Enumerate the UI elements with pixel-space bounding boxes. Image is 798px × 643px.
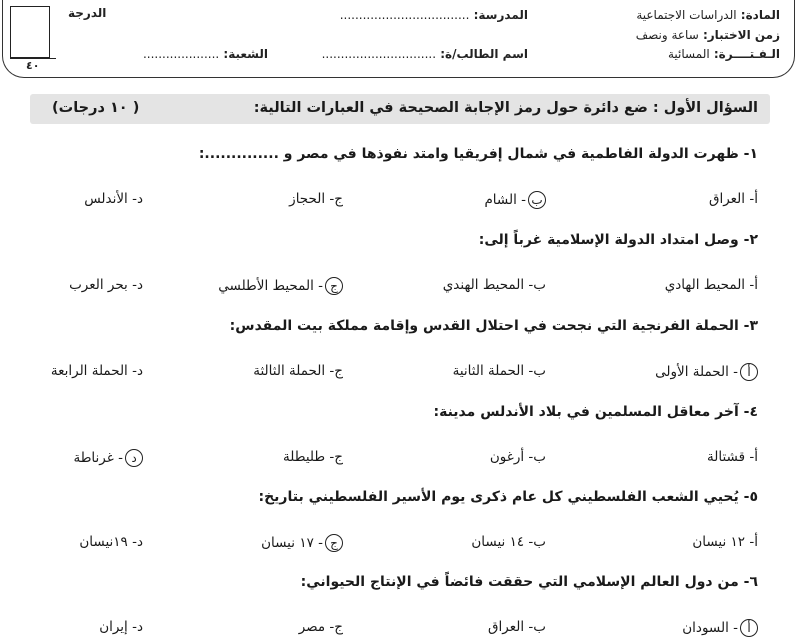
option-text: العراق <box>488 619 525 635</box>
option-dash: - <box>728 620 738 636</box>
option-text: مصر <box>298 619 326 635</box>
option-text: طليطلة <box>283 449 326 465</box>
option-dash: - <box>325 363 335 379</box>
answer-option[interactable] <box>218 277 343 295</box>
option-text: الحملة الرابعة <box>50 363 128 379</box>
answer-option[interactable] <box>69 277 143 293</box>
option-dash: - <box>745 277 755 293</box>
question-stem: ٣- الحملة الفرنجية التي نجحت في احتلال القدس وإقامة مملكة بيت المقدس: <box>229 318 758 334</box>
answer-option[interactable] <box>707 449 758 465</box>
answer-option[interactable] <box>453 363 546 379</box>
option-text: السودان <box>682 620 729 636</box>
period-label: الـفـتــــرة: <box>713 47 780 61</box>
option-dash: - <box>127 191 137 207</box>
answer-option[interactable] <box>79 534 143 550</box>
option-text: الحملة الثالثة <box>253 363 326 379</box>
option-letter: أ <box>754 449 758 465</box>
answer-option[interactable] <box>84 191 143 207</box>
subject-value: الدراسات الاجتماعية <box>636 8 737 22</box>
grade-total: ٤٠ <box>26 59 40 72</box>
option-letter: ب <box>533 449 546 465</box>
option-text: أرغون <box>489 449 525 465</box>
option-letter: ج <box>334 191 343 207</box>
option-dash: - <box>728 364 738 380</box>
option-dash: - <box>113 450 123 466</box>
section-dots: .................... <box>142 47 220 61</box>
answer-option[interactable] <box>73 449 143 467</box>
option-dash: - <box>325 191 335 207</box>
option-letter: ج <box>334 363 343 379</box>
option-text: المحيط الأطلسي <box>218 278 314 294</box>
option-letter: د <box>136 619 143 635</box>
option-dash: - <box>516 192 526 208</box>
option-text: قشتالة <box>707 449 746 465</box>
option-text: ١٤ نيسان <box>471 534 525 550</box>
option-letter: ب <box>533 619 546 635</box>
option-dash: - <box>745 191 755 207</box>
option-letter: د <box>136 191 143 207</box>
option-dash: - <box>325 619 335 635</box>
option-text: ١٢ نيسان <box>692 534 746 550</box>
school-dots: .................................. <box>339 8 470 22</box>
circled-option-letter: ج <box>325 277 343 295</box>
circled-option-letter: أ <box>740 619 758 637</box>
option-dash: - <box>524 363 534 379</box>
student-label: اسم الطالب/ة: <box>440 47 528 61</box>
section-field <box>143 47 268 61</box>
option-dash: - <box>313 535 323 551</box>
answer-option[interactable] <box>484 191 546 209</box>
subject-label: المادة: <box>740 8 780 22</box>
option-letter: د <box>136 277 143 293</box>
option-text: بحر العرب <box>69 277 128 293</box>
option-dash: - <box>127 534 137 550</box>
subject-field <box>636 8 780 22</box>
answer-option[interactable] <box>655 363 758 381</box>
option-dash: - <box>745 534 755 550</box>
option-text: المحيط الهندي <box>442 277 525 293</box>
option-text: الأندلس <box>84 191 128 207</box>
option-text: الحملة الثانية <box>452 363 525 379</box>
option-text: الحملة الأولى <box>655 364 729 380</box>
student-field <box>322 47 528 61</box>
answer-option[interactable] <box>261 534 343 552</box>
answer-option[interactable] <box>471 534 546 550</box>
school-label: المدرسة: <box>473 8 528 22</box>
option-dash: - <box>524 619 534 635</box>
option-dash: - <box>325 449 335 465</box>
option-dash: - <box>127 363 137 379</box>
option-dash: - <box>127 619 137 635</box>
option-text: الشام <box>484 192 517 208</box>
option-dash: - <box>524 534 534 550</box>
option-letter: ب <box>533 363 546 379</box>
option-letter: أ <box>754 277 758 293</box>
question-stem: ٥- يُحيي الشعب الفلسطيني كل عام ذكرى يوم الأسير الفلسطيني بتاريخ: <box>258 489 758 505</box>
option-text: العراق <box>709 191 746 207</box>
time-label: زمن الاختبار: <box>702 28 780 42</box>
option-letter: أ <box>754 191 758 207</box>
answer-option[interactable] <box>299 619 343 635</box>
option-letter: ب <box>533 277 546 293</box>
question-stem: ١- ظهرت الدولة الفاطمية في شمال إفريقيا وامتد نفوذها في مصر و ..............: <box>198 146 758 162</box>
option-letter: د <box>136 534 143 550</box>
answer-option[interactable] <box>283 449 343 465</box>
school-field <box>340 8 528 22</box>
option-text: المحيط الهادي <box>664 277 746 293</box>
circled-option-letter: أ <box>740 363 758 381</box>
answer-option[interactable] <box>709 191 758 207</box>
answer-option[interactable] <box>488 619 546 635</box>
question-stem: ٤- آخر معاقل المسلمين في بلاد الأندلس مدينة: <box>433 404 758 420</box>
circled-option-letter: د <box>125 449 143 467</box>
option-text: إيران <box>99 619 128 635</box>
option-letter: ب <box>533 534 546 550</box>
option-text: الحجاز <box>289 191 326 207</box>
option-text: ١٧ نيسان <box>261 535 314 551</box>
student-dots: .............................. <box>321 47 437 61</box>
option-letter: أ <box>754 534 758 550</box>
section-label: الشعبة: <box>223 47 268 61</box>
option-letter: د <box>136 363 143 379</box>
answer-option[interactable] <box>692 534 758 550</box>
circled-option-letter: ب <box>528 191 546 209</box>
answer-option[interactable] <box>253 363 343 379</box>
option-dash: - <box>524 277 534 293</box>
answer-option[interactable] <box>51 363 143 379</box>
period-field <box>668 47 780 61</box>
grade-label: الدرجة <box>68 6 107 20</box>
answer-option[interactable] <box>443 277 546 293</box>
time-field <box>636 28 780 42</box>
option-dash: - <box>313 278 323 294</box>
option-letter: ج <box>334 449 343 465</box>
answer-option[interactable] <box>490 449 546 465</box>
question-stem: ٦- من دول العالم الإسلامي التي حققت فائضاً في الإنتاج الحيواني: <box>300 574 758 590</box>
answer-option[interactable] <box>99 619 143 635</box>
question-title: السؤال الأول : ضع دائرة حول رمز الإجابة الصحيحة في العبارات التالية: <box>253 100 758 116</box>
option-text: ١٩نيسان <box>79 534 128 550</box>
question-marks: ( ١٠ درجات) <box>52 100 140 116</box>
option-letter: ج <box>334 619 343 635</box>
option-text: غرناطة <box>73 450 114 466</box>
time-value: ساعة ونصف <box>635 28 699 42</box>
grade-box <box>10 6 50 58</box>
answer-option[interactable] <box>289 191 343 207</box>
option-dash: - <box>745 449 755 465</box>
answer-option[interactable] <box>665 277 758 293</box>
option-dash: - <box>127 277 137 293</box>
answer-option[interactable] <box>682 619 758 637</box>
circled-option-letter: ج <box>325 534 343 552</box>
period-value: المسائية <box>668 47 710 61</box>
question-stem: ٢- وصل امتداد الدولة الإسلامية غرباً إلى: <box>478 232 758 248</box>
option-dash: - <box>524 449 534 465</box>
